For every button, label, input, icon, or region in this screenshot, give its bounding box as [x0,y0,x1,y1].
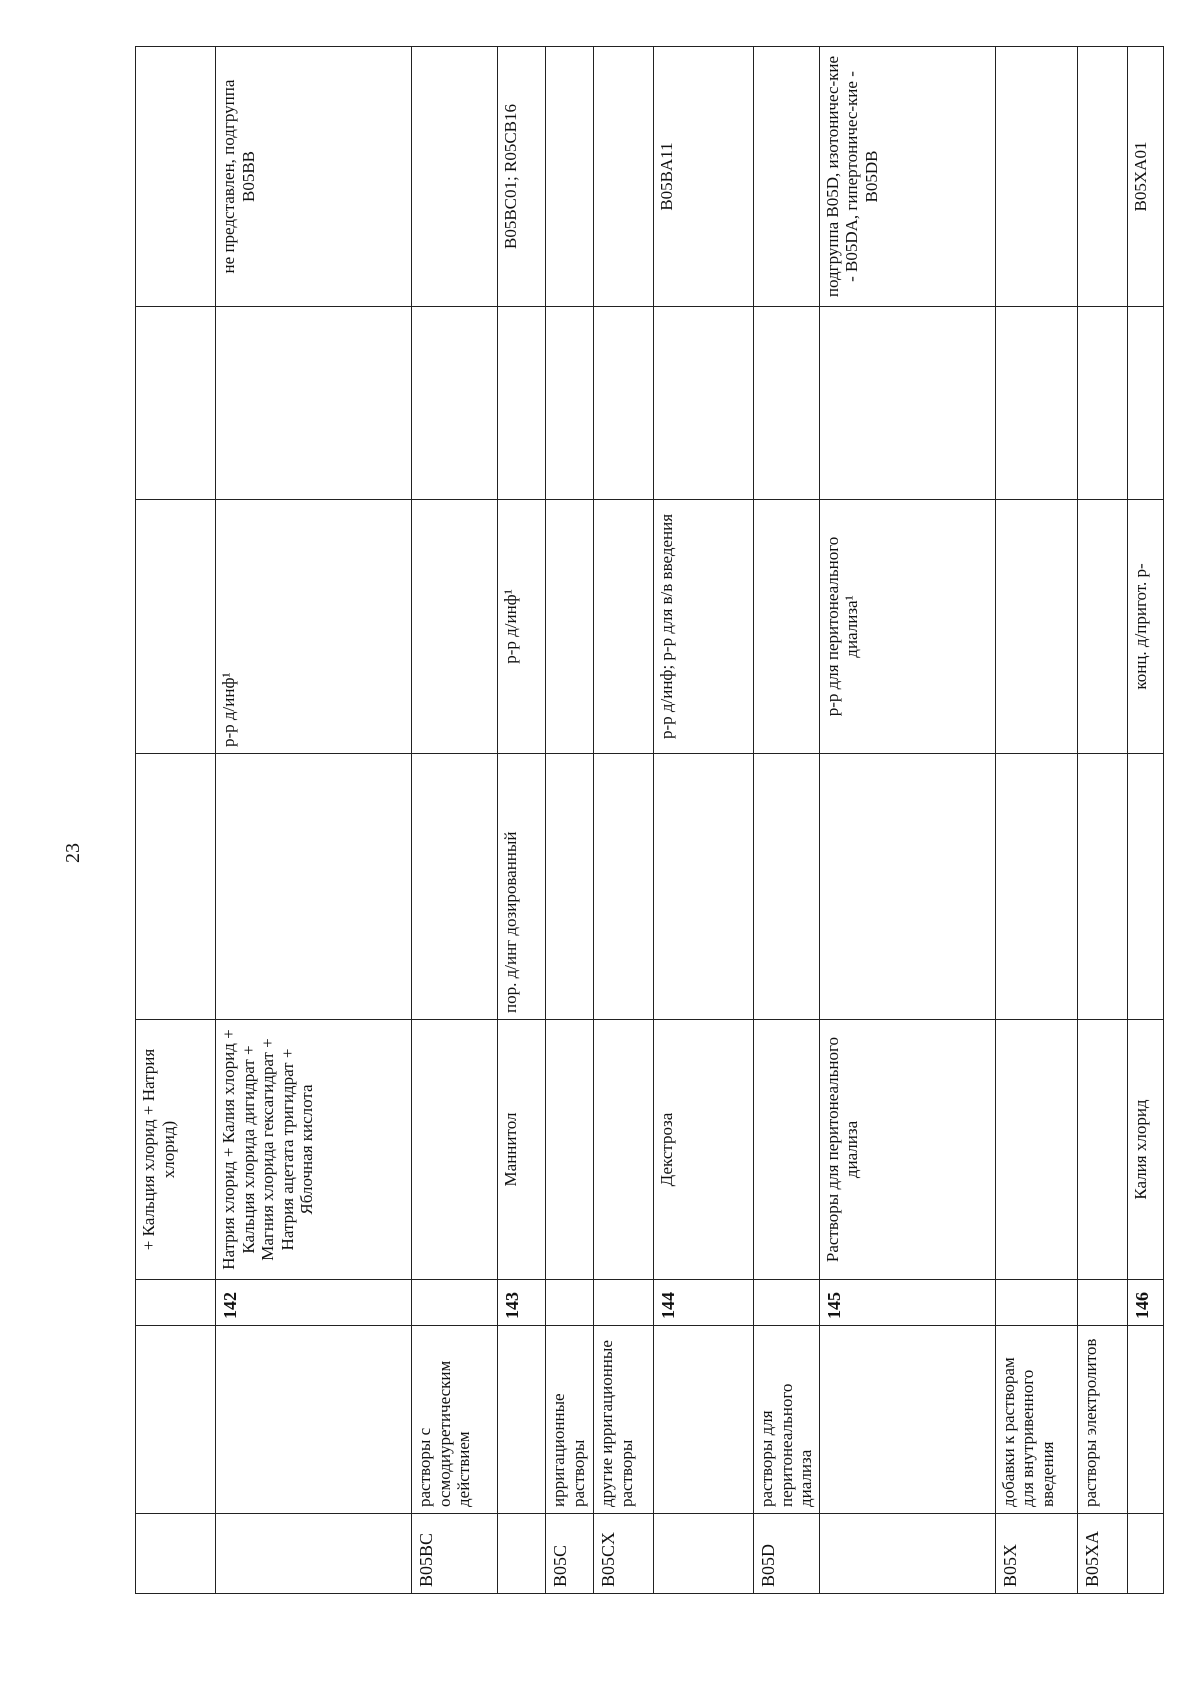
page-number: 23 [62,843,84,863]
atc-code-cell: B05X [995,1514,1077,1594]
group-name-cell [654,1326,754,1514]
row-number-cell: 143 [498,1280,546,1326]
group-name-cell [1127,1326,1163,1514]
form-b-cell: конц. д/пригот. р- [1127,500,1163,754]
row-number-cell [136,1280,216,1326]
note-cell [546,47,594,307]
group-name-cell [216,1326,412,1514]
form-a-cell [995,754,1077,1020]
form-b-cell [995,500,1077,754]
form-b-cell: р-р д/инф¹ [216,500,412,754]
blank-cell [412,307,498,500]
form-a-cell [654,754,754,1020]
row-number-cell [594,1280,654,1326]
note-cell: подгруппа B05D, изотоничес-кие - B05DA, гипертоничес-кие - B05DB [819,47,995,307]
blank-cell [995,307,1077,500]
note-cell [412,47,498,307]
form-b-cell [546,500,594,754]
blank-cell [136,307,216,500]
table-row [995,47,1077,1594]
form-a-cell [136,754,216,1020]
table-row [546,47,594,1594]
atc-code-cell [216,1514,412,1594]
drug-table [135,46,1164,1594]
table-row [1127,47,1163,1594]
atc-code-cell [1127,1514,1163,1594]
form-b-cell [1077,500,1127,754]
row-number-cell: 146 [1127,1280,1163,1326]
form-a-cell [1077,754,1127,1020]
table-row [594,47,654,1594]
blank-cell [754,307,820,500]
form-b-cell: р-р д/инф¹ [498,500,546,754]
note-cell: B05BA11 [654,47,754,307]
table-row [654,47,754,1594]
blank-cell [1127,307,1163,500]
form-a-cell [594,754,654,1020]
table-row [1077,47,1127,1594]
table-row [498,47,546,1594]
blank-cell [498,307,546,500]
form-a-cell [819,754,995,1020]
table-row [412,47,498,1594]
atc-code-cell [136,1514,216,1594]
group-name-cell: другие ирригационные растворы [594,1326,654,1514]
group-name-cell: растворы электролитов [1077,1326,1127,1514]
note-cell [754,47,820,307]
form-b-cell [754,500,820,754]
form-b-cell: р-р для перитонеального диализа¹ [819,500,995,754]
table-row [754,47,820,1594]
row-number-cell [754,1280,820,1326]
note-cell [995,47,1077,307]
note-cell: B05BC01; R05CB16 [498,47,546,307]
drug-name-cell: Декстроза [654,1020,754,1280]
atc-code-cell: B05BC [412,1514,498,1594]
table-row [136,47,216,1594]
row-number-cell [546,1280,594,1326]
row-number-cell: 142 [216,1280,412,1326]
drug-name-cell [546,1020,594,1280]
group-name-cell [498,1326,546,1514]
group-name-cell: добавки к растворам для внутривенного введения [995,1326,1077,1514]
form-a-cell [754,754,820,1020]
note-cell [136,47,216,307]
note-cell: не представлен, подгруппа B05BB [216,47,412,307]
atc-code-cell [654,1514,754,1594]
form-b-cell: р-р д/инф; р-р для в/в введения [654,500,754,754]
form-a-cell [412,754,498,1020]
blank-cell [1077,307,1127,500]
rotated-table-wrapper [135,47,1152,1594]
form-b-cell [136,500,216,754]
note-cell: B05XA01 [1127,47,1163,307]
drug-name-cell [594,1020,654,1280]
blank-cell [819,307,995,500]
drug-name-cell: Растворы для перитонеального диализа [819,1020,995,1280]
drug-name-cell [754,1020,820,1280]
form-b-cell [412,500,498,754]
note-cell [1077,47,1127,307]
form-a-cell [546,754,594,1020]
drug-name-cell [995,1020,1077,1280]
row-number-cell: 144 [654,1280,754,1326]
table-body [136,47,1164,1594]
group-name-cell [819,1326,995,1514]
note-cell [594,47,654,307]
form-a-cell: пор. д/инг дозированный [498,754,546,1020]
group-name-cell [136,1326,216,1514]
atc-code-cell: B05XA [1077,1514,1127,1594]
drug-name-cell: + Кальция хлорид + Натрия хлорид) [136,1020,216,1280]
atc-code-cell [498,1514,546,1594]
atc-code-cell: B05D [754,1514,820,1594]
drug-name-cell [412,1020,498,1280]
atc-code-cell: B05C [546,1514,594,1594]
blank-cell [216,307,412,500]
form-a-cell [1127,754,1163,1020]
group-name-cell: растворы для перитонеального диализа [754,1326,820,1514]
form-b-cell [594,500,654,754]
row-number-cell [995,1280,1077,1326]
atc-code-cell: B05CX [594,1514,654,1594]
group-name-cell: растворы с осмодиуретическим действием [412,1326,498,1514]
row-number-cell [412,1280,498,1326]
drug-name-cell [1077,1020,1127,1280]
blank-cell [594,307,654,500]
drug-name-cell: Калия хлорид [1127,1020,1163,1280]
atc-code-cell [819,1514,995,1594]
row-number-cell: 145 [819,1280,995,1326]
table-row [819,47,995,1594]
blank-cell [654,307,754,500]
drug-name-cell: Натрия хлорид + Калия хлорид + Кальция хлорида дигидрат + Магния хлорида гексагидрат + Натрия ацетата тригидрат + Яблочная кислота [216,1020,412,1280]
form-a-cell [216,754,412,1020]
row-number-cell [1077,1280,1127,1326]
drug-name-cell: Маннитол [498,1020,546,1280]
group-name-cell: ирригационные растворы [546,1326,594,1514]
table-row [216,47,412,1594]
blank-cell [546,307,594,500]
